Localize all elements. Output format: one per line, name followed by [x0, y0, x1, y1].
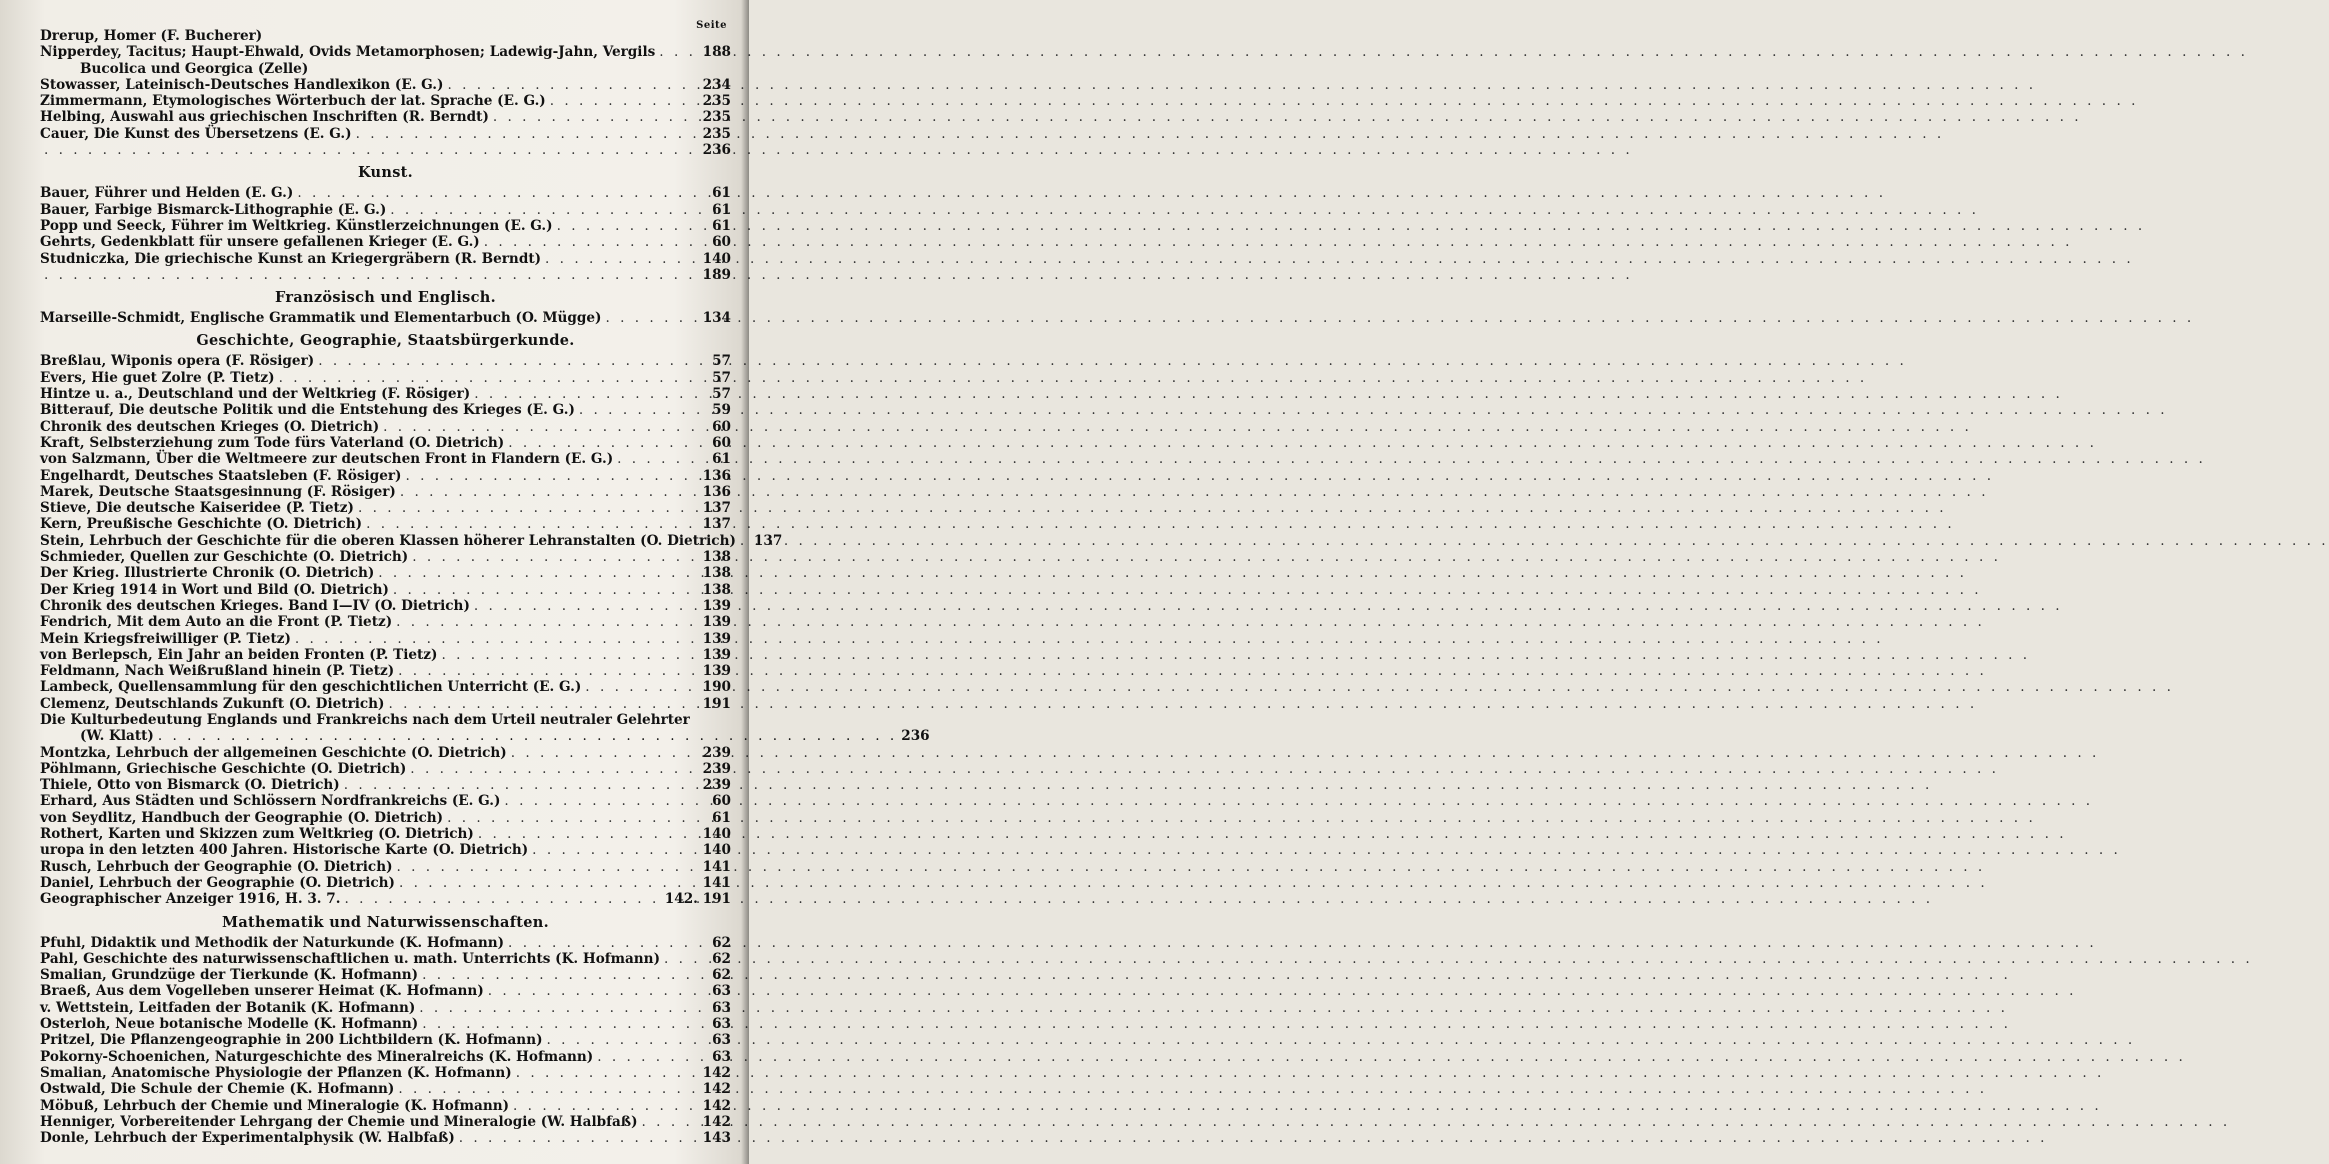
index-entry	[40, 712, 731, 728]
entry-title: Chronik des deutschen Krieges (O. Dietrich)	[40, 418, 380, 435]
leader-dots	[516, 1065, 699, 1081]
leader-dots	[474, 598, 699, 614]
index-entry	[40, 565, 731, 581]
leader-dots	[459, 1130, 699, 1146]
index-entry	[40, 647, 731, 663]
leader-dots	[396, 614, 698, 630]
leader-dots	[405, 468, 698, 484]
index-entry	[40, 185, 731, 201]
index-entry	[40, 935, 731, 951]
entry-page-number: 139	[702, 663, 731, 680]
index-content	[40, 28, 930, 1147]
leader-dots	[545, 251, 699, 267]
index-entry	[40, 44, 731, 60]
entry-page-number: 134	[702, 310, 731, 327]
index-entry	[40, 793, 731, 809]
entry-title: Stieve, Die deutsche Kaiseridee (P. Tietz)	[40, 500, 354, 517]
leader-dots	[488, 983, 699, 999]
leader-dots	[344, 891, 660, 907]
entry-title-continuation: Bucolica und Georgica (Zelle)	[80, 60, 309, 77]
leader-dots	[44, 267, 699, 283]
section-heading: Kunst.	[357, 164, 414, 182]
index-entry	[40, 500, 731, 516]
entry-title: Smalian, Anatomische Physiologie der Pflanzen (K. Hofmann)	[40, 1064, 512, 1081]
index-entry	[40, 598, 731, 614]
entry-page-number: 142	[702, 1064, 731, 1081]
leader-dots	[422, 967, 699, 983]
index-entry	[40, 679, 731, 695]
entry-page-number: 136	[702, 467, 731, 484]
leader-dots	[279, 370, 699, 386]
leader-dots	[295, 631, 699, 647]
entry-page-number: 138	[702, 565, 731, 582]
leader-dots	[511, 745, 699, 761]
index-entry	[40, 891, 731, 907]
leader-dots	[397, 859, 699, 875]
entry-page-number: 190	[702, 679, 731, 696]
index-entry	[40, 468, 731, 484]
entry-page-number: 235	[702, 125, 731, 142]
index-entry	[40, 826, 731, 842]
index-entry	[40, 549, 731, 565]
leader-dots	[597, 1049, 699, 1065]
entry-title: Osterloh, Neue botanische Modelle (K. Hofmann)	[40, 1016, 419, 1033]
entry-page-number: 234	[702, 76, 731, 93]
leader-dots	[606, 310, 699, 326]
index-entry	[40, 696, 731, 712]
index-entry	[40, 93, 731, 109]
index-entry	[40, 1130, 731, 1146]
leader-dots	[297, 185, 699, 201]
leader-dots	[400, 484, 699, 500]
leader-dots	[585, 679, 698, 695]
entry-page-number: 236	[901, 728, 930, 745]
page-column-label: Seite	[696, 20, 727, 31]
entry-page-number: 57	[712, 386, 731, 403]
index-entry	[40, 532, 783, 549]
index-entry	[40, 582, 731, 598]
index-entry	[40, 967, 731, 983]
leader-dots	[508, 935, 699, 951]
index-entry	[40, 218, 731, 234]
index-entry	[40, 1081, 731, 1097]
index-entry	[40, 126, 731, 142]
entry-page-number: 139	[702, 646, 731, 663]
index-entry	[40, 1000, 731, 1016]
leader-dots	[410, 761, 698, 777]
leader-dots	[383, 419, 699, 435]
index-entry	[40, 202, 731, 218]
leader-dots	[484, 234, 699, 250]
leader-dots	[419, 1000, 699, 1016]
entry-title: Der Krieg. Illustrierte Chronik (O. Dietrich)	[40, 565, 375, 582]
leader-dots	[422, 1016, 699, 1032]
entry-title: Stein, Lehrbuch der Geschichte für die oberen Klassen höherer Lehranstalten (O. Dietrich)	[40, 532, 736, 549]
entry-page-number: 141	[702, 874, 731, 891]
entry-page-number: 63	[712, 1048, 731, 1065]
entry-title: Bauer, Farbige Bismarck-Lithographie (E. G.)	[40, 201, 387, 218]
leader-dots	[44, 142, 699, 158]
entry-title: Mein Kriegsfreiwilliger (P. Tietz)	[40, 630, 291, 647]
leader-dots	[617, 451, 699, 467]
entry-page-number: 61	[712, 185, 731, 202]
index-entry	[40, 1065, 731, 1081]
index-entry	[40, 1032, 731, 1048]
entry-page-number: 63	[712, 1032, 731, 1049]
entry-page-number: 235	[702, 109, 731, 126]
entry-page-number: 61	[712, 451, 731, 468]
entry-title: von Salzmann, Über die Weltmeere zur deutschen Front in Flandern (E. G.)	[40, 451, 614, 468]
leader-dots	[547, 1032, 699, 1048]
entry-title: Donle, Lehrbuch der Experimentalphysik (W. Halbfaß)	[40, 1130, 455, 1147]
entry-page-number: 137	[702, 500, 731, 517]
index-entry	[40, 451, 731, 467]
section-heading: Französisch und Englisch.	[275, 289, 496, 307]
leader-dots	[390, 202, 699, 218]
entry-title: Braeß, Aus dem Vogelleben unserer Heimat (K. Hofmann)	[40, 983, 484, 1000]
entry-title: Kraft, Selbsterziehung zum Tode fürs Vaterland (O. Dietrich)	[40, 434, 505, 451]
entry-page-number: 139	[702, 597, 731, 614]
entry-page-number: 61	[712, 809, 731, 826]
index-entry	[40, 267, 731, 283]
entry-page-number: 142	[702, 1097, 731, 1114]
leader-dots	[478, 826, 699, 842]
leader-dots	[532, 842, 698, 858]
index-entry	[40, 951, 731, 967]
entry-page-number: 60	[712, 234, 731, 251]
entry-page-number: 63	[712, 983, 731, 1000]
leader-dots	[493, 109, 699, 125]
entry-page-number: 188	[702, 44, 731, 61]
entry-page-number: 62	[712, 934, 731, 951]
index-entry	[40, 484, 731, 500]
entry-page-number: 142	[702, 1081, 731, 1098]
entry-page-number: 191	[702, 695, 731, 712]
entry-title: Thiele, Otto von Bismarck (O. Dietrich)	[40, 777, 340, 794]
index-page	[0, 0, 930, 1164]
index-entry	[40, 234, 731, 250]
entry-page-number: 63	[712, 1016, 731, 1033]
entry-title: Pahl, Geschichte des naturwissenschaftlichen u. math. Unterrichts (K. Hofmann)	[40, 950, 661, 967]
index-entry	[40, 310, 731, 326]
entry-page-number: 61	[712, 217, 731, 234]
entry-page-number: 61	[712, 201, 731, 218]
index-entry	[40, 353, 731, 369]
entry-title: Pöhlmann, Griechische Geschichte (O. Dietrich)	[40, 760, 407, 777]
entry-page-number: 239	[702, 777, 731, 794]
entry-page-number: 140	[702, 826, 731, 843]
entry-page-number: 62	[712, 950, 731, 967]
index-entry	[40, 402, 731, 418]
entry-title: Daniel, Lehrbuch der Geographie (O. Dietrich)	[40, 874, 395, 891]
entry-title: Drerup, Homer (F. Bucherer)	[40, 28, 263, 44]
leader-dots	[398, 1081, 698, 1097]
index-entry	[40, 1016, 731, 1032]
entry-page-number: 60	[712, 434, 731, 451]
entry-title: Feldmann, Nach Weißrußland hinein (P. Tietz)	[40, 663, 395, 680]
entry-title: Henniger, Vorbereitender Lehrgang der Chemie und Mineralogie (W. Halbfaß)	[40, 1113, 638, 1130]
leader-dots	[550, 93, 699, 109]
entry-page-number: 239	[702, 760, 731, 777]
index-entry	[40, 859, 731, 875]
entry-page-number: 142. 191	[664, 891, 731, 908]
index-entry-continuation	[40, 728, 930, 745]
entry-title: Stowasser, Lateinisch-Deutsches Handlexikon (E. G.)	[40, 76, 444, 93]
section-heading: Mathematik und Naturwissenschaften.	[221, 913, 549, 931]
section-heading: Geschichte, Geographie, Staatsbürgerkunde.	[196, 332, 575, 350]
entry-title: Pokorny-Schoenichen, Naturgeschichte des Mineralreichs (K. Hofmann)	[40, 1048, 594, 1065]
entry-title: Möbuß, Lehrbuch der Chemie und Mineralogie (K. Hofmann)	[40, 1097, 510, 1114]
entry-page-number: 136	[702, 483, 731, 500]
entry-title: Smalian, Grundzüge der Tierkunde (K. Hofmann)	[40, 967, 419, 984]
entry-title: von Seydlitz, Handbuch der Geographie (O. Dietrich)	[40, 809, 444, 826]
entry-title-continuation: (W. Klatt)	[80, 728, 154, 745]
leader-dots	[513, 1098, 699, 1114]
index-entry	[40, 777, 731, 793]
leader-dots	[158, 728, 897, 744]
entry-title: Studniczka, Die griechische Kunst an Kriegergräbern (R. Berndt)	[40, 250, 542, 267]
leader-dots	[642, 1114, 699, 1130]
entry-title: uropa in den letzten 400 Jahren. Historische Karte (O. Dietrich)	[40, 842, 529, 859]
entry-page-number: 138	[702, 581, 731, 598]
index-entry	[40, 419, 731, 435]
index-entry	[40, 1049, 731, 1065]
index-entry	[40, 614, 731, 630]
index-entry	[40, 251, 731, 267]
entry-title: Chronik des deutschen Krieges. Band I—IV (O. Dietrich)	[40, 597, 470, 614]
entry-page-number: 138	[702, 549, 731, 566]
entry-title: Marek, Deutsche Staatsgesinnung (F. Rösiger)	[40, 483, 396, 500]
leader-dots	[412, 549, 698, 565]
leader-dots	[399, 875, 699, 891]
index-entry	[40, 28, 731, 44]
index-entry	[40, 745, 731, 761]
entry-page-number: 139	[702, 630, 731, 647]
leader-dots	[388, 696, 698, 712]
leader-dots	[504, 793, 699, 809]
index-entry	[40, 810, 731, 826]
entry-title: Popp und Seeck, Führer im Weltkrieg. Künstlerzeichnungen (E. G.)	[40, 217, 553, 234]
entry-title: Pfuhl, Didaktik und Methodik der Naturkunde (K. Hofmann)	[40, 934, 505, 951]
entry-title: Hintze u. a., Deutschland und der Weltkrieg (F. Rösiger)	[40, 386, 471, 403]
entry-page-number: 137	[753, 532, 783, 549]
leader-dots	[508, 435, 699, 451]
leader-dots	[659, 44, 698, 60]
entry-page-number: 60	[712, 418, 731, 435]
index-entry	[40, 142, 731, 158]
leader-dots	[393, 582, 699, 598]
entry-page-number: 57	[712, 353, 731, 370]
entry-title: Bitterauf, Die deutsche Politik und die Entstehung des Krieges (E. G.)	[40, 402, 575, 419]
entry-title: Rothert, Karten und Skizzen zum Weltkrieg (O. Dietrich)	[40, 826, 474, 843]
entry-title: Clemenz, Deutschlands Zukunft (O. Dietrich)	[40, 695, 385, 712]
entry-title: Pritzel, Die Pflanzengeographie in 200 Lichtbildern (K. Hofmann)	[40, 1032, 543, 1049]
index-entry	[40, 663, 731, 679]
entry-title: Cauer, Die Kunst des Übersetzens (E. G.)	[40, 125, 352, 142]
entry-title: Bauer, Führer und Helden (E. G.)	[40, 185, 294, 202]
index-entry	[40, 435, 731, 451]
index-entry	[40, 631, 731, 647]
index-entry	[40, 370, 731, 386]
entry-title: Gehrts, Gedenkblatt für unsere gefallenen Krieger (E. G.)	[40, 234, 480, 251]
index-entry	[40, 1114, 731, 1130]
index-entry	[40, 875, 731, 891]
entry-page-number: 236	[702, 142, 731, 159]
entry-page-number: 137	[702, 516, 731, 533]
entry-page-number: 239	[702, 744, 731, 761]
leader-dots	[398, 663, 698, 679]
index-entry	[40, 983, 731, 999]
entry-page-number: 143	[702, 1130, 731, 1147]
entry-title: Montzka, Lehrbuch der allgemeinen Geschichte (O. Dietrich)	[40, 744, 507, 761]
entry-page-number: 141	[702, 858, 731, 875]
entry-page-number: 57	[712, 369, 731, 386]
entry-title: Ostwald, Die Schule der Chemie (K. Hofmann)	[40, 1081, 395, 1098]
entry-title: Rusch, Lehrbuch der Geographie (O. Dietrich)	[40, 858, 393, 875]
leader-dots	[579, 402, 699, 418]
leader-dots	[344, 777, 699, 793]
entry-title: Erhard, Aus Städten und Schlössern Nordfrankreichs (E. G.)	[40, 793, 501, 810]
index-entry	[40, 516, 731, 532]
leader-dots	[557, 218, 699, 234]
entry-title: Nipperdey, Tacitus; Haupt-Ehwald, Ovids Metamorphosen; Ladewig-Jahn, Vergils	[40, 44, 656, 61]
entry-page-number: 63	[712, 999, 731, 1016]
entry-page-number: 235	[702, 93, 731, 110]
entry-title: Helbing, Auswahl aus griechischen Inschriften (R. Berndt)	[40, 109, 489, 126]
entry-title: Fendrich, Mit dem Auto an die Front (P. Tietz)	[40, 614, 393, 631]
index-entry-continuation	[40, 61, 731, 77]
entry-title: Kern, Preußische Geschichte (O. Dietrich)	[40, 516, 363, 533]
leader-dots	[474, 386, 699, 402]
entry-title: Die Kulturbedeutung Englands und Frankreichs nach dem Urteil neutraler Gelehrter	[40, 711, 690, 728]
leader-dots	[441, 647, 698, 663]
entry-title: Geographischer Anzeiger 1916, H. 3. 7.	[40, 891, 341, 908]
leader-dots	[356, 126, 699, 142]
index-entry	[40, 1098, 731, 1114]
entry-title: Breßlau, Wiponis opera (F. Rösiger)	[40, 353, 315, 370]
entry-page-number: 189	[702, 266, 731, 283]
entry-page-number: 142	[702, 1113, 731, 1130]
leader-dots	[447, 810, 699, 826]
index-entry	[40, 761, 731, 777]
entry-title: Marseille-Schmidt, Englische Grammatik und Elementarbuch (O. Mügge)	[40, 310, 602, 327]
entry-title: Schmieder, Quellen zur Geschichte (O. Dietrich)	[40, 549, 409, 566]
leader-dots	[740, 533, 750, 549]
index-entry	[40, 109, 731, 125]
index-entry	[40, 77, 731, 93]
entry-title: Lambeck, Quellensammlung für den geschichtlichen Unterricht (E. G.)	[40, 679, 582, 696]
index-entry	[40, 386, 731, 402]
leader-dots	[366, 516, 699, 532]
entry-title: Evers, Hie guet Zolre (P. Tietz)	[40, 369, 275, 386]
leader-dots	[378, 565, 698, 581]
entry-title: Zimmermann, Etymologisches Wörterbuch der lat. Sprache (E. G.)	[40, 93, 546, 110]
index-entry	[40, 842, 731, 858]
leader-dots	[358, 500, 699, 516]
entry-page-number: 140	[702, 842, 731, 859]
entry-title: Der Krieg 1914 in Wort und Bild (O. Dietrich)	[40, 581, 389, 598]
leader-dots	[664, 951, 699, 967]
entry-title: Engelhardt, Deutsches Staatsleben (F. Rösiger)	[40, 467, 402, 484]
entry-page-number: 59	[712, 402, 731, 419]
entry-page-number: 60	[712, 793, 731, 810]
leader-dots	[318, 353, 699, 369]
leader-dots	[447, 77, 698, 93]
entry-page-number: 62	[712, 967, 731, 984]
entry-title: von Berlepsch, Ein Jahr an beiden Fronten (P. Tietz)	[40, 646, 438, 663]
entry-page-number: 140	[702, 250, 731, 267]
entry-page-number: 139	[702, 614, 731, 631]
entry-title: v. Wettstein, Leitfaden der Botanik (K. Hofmann)	[40, 999, 416, 1016]
